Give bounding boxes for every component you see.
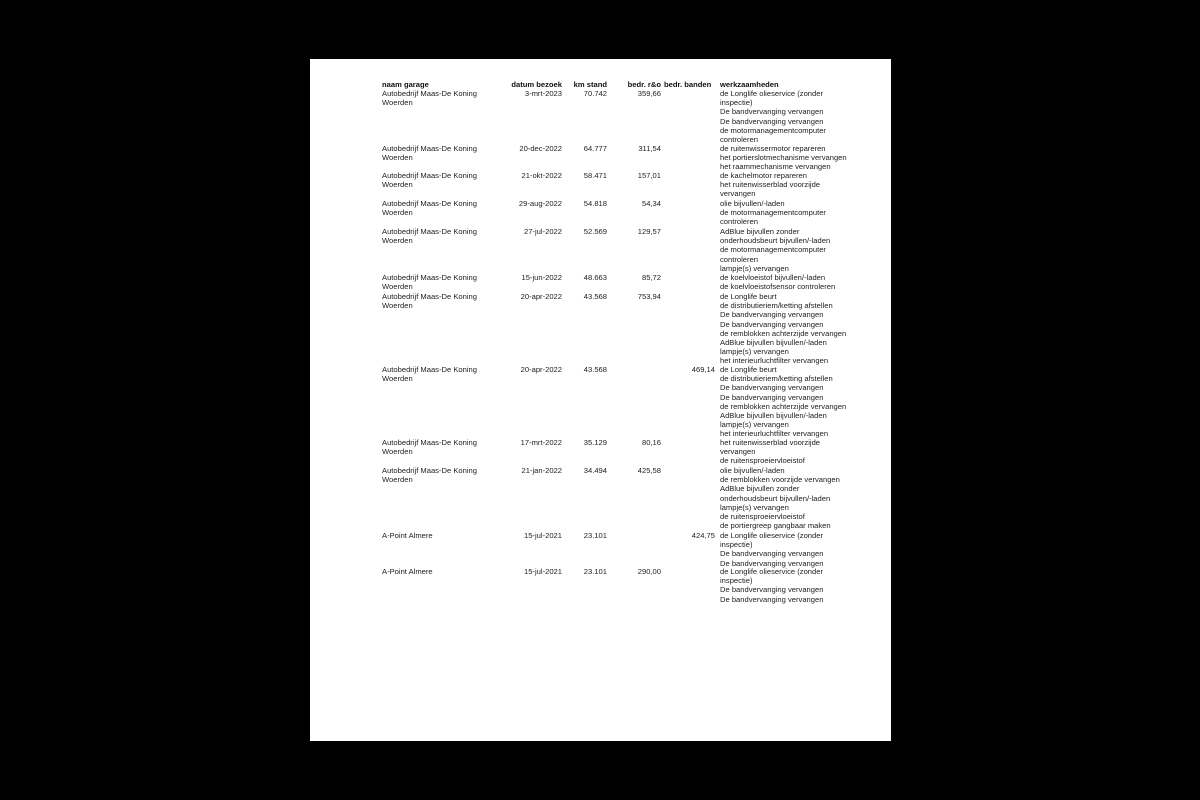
amount-ro: 290,00: [637, 567, 661, 576]
km-reading: 48.663: [583, 273, 607, 282]
work-item: lampje(s) vervangen: [720, 420, 789, 430]
garage-line: Autobedrijf Maas-De Koning: [382, 199, 477, 208]
work-item: de remblokken achterzijde vervangen: [720, 401, 847, 411]
amount-ro: 129,57: [637, 227, 661, 236]
work-item: onderhoudsbeurt bijvullen/-laden: [720, 236, 831, 246]
header-werk: werkzaamheden: [720, 80, 779, 89]
km-reading: 54.818: [583, 199, 607, 208]
work-item: olie bijvullen/-laden: [720, 466, 785, 475]
work-item: de koelvloeistofsensor controleren: [720, 282, 836, 292]
work-item: De bandvervanging vervangen: [720, 594, 824, 604]
visit-date: 15-jun-2022: [521, 273, 562, 282]
garage-line: Autobedrijf Maas-De Koning: [382, 438, 477, 447]
work-item: de motormanagementcomputer: [720, 245, 826, 255]
garage-line: Autobedrijf Maas-De Koning: [382, 466, 477, 475]
work-item: De bandvervanging vervangen: [720, 310, 824, 320]
garage-line: Woerden: [382, 374, 413, 384]
visit-date: 17-mrt-2022: [520, 438, 562, 447]
km-reading: 70.742: [583, 89, 607, 98]
amount-ro: 157,01: [637, 171, 661, 180]
work-item: De bandvervanging vervangen: [720, 116, 824, 126]
garage-line: Woerden: [382, 153, 413, 163]
garage-name: [382, 438, 502, 456]
garage-line: Woerden: [382, 236, 413, 246]
work-list: [720, 144, 860, 172]
garage-name: [382, 199, 502, 217]
work-item: AdBlue bijvullen zonder: [720, 227, 800, 236]
work-item: De bandvervanging vervangen: [720, 383, 824, 393]
amount-ro: 425,58: [637, 466, 661, 475]
km-reading: 52.569: [583, 227, 607, 236]
km-reading: 35.129: [583, 438, 607, 447]
km-reading: 43.568: [583, 365, 607, 374]
garage-line: Autobedrijf Maas-De Koning: [382, 227, 477, 236]
km-reading: 64.777: [583, 144, 607, 153]
work-item: inspectie): [720, 98, 753, 108]
garage-name: [382, 89, 502, 107]
work-item: het interieurluchtfilter vervangen: [720, 429, 829, 439]
amount-ro: 359,66: [637, 89, 661, 98]
garage-name: [382, 144, 502, 162]
visit-date: 27-jul-2022: [524, 227, 562, 236]
work-item: de motormanagementcomputer: [720, 208, 826, 218]
work-item: de ruitensproeiervloeistof: [720, 512, 805, 522]
work-list: [720, 199, 860, 227]
visit-date: 20-apr-2022: [520, 292, 562, 301]
header-ro: bedr. r&o: [627, 80, 661, 89]
garage-line: A-Point Almere: [382, 531, 433, 540]
header-banden: bedr. banden: [664, 80, 712, 89]
garage-line: Autobedrijf Maas-De Koning: [382, 365, 477, 374]
work-item: lampje(s) vervangen: [720, 263, 789, 273]
work-item: de distributieriem/ketting afstellen: [720, 374, 833, 384]
garage-name: [382, 466, 502, 484]
work-item: de remblokken voorzijde vervangen: [720, 475, 840, 485]
km-reading: 34.494: [583, 466, 607, 475]
work-item: De bandvervanging vervangen: [720, 585, 824, 595]
work-item: inspectie): [720, 576, 753, 586]
garage-name: [382, 567, 502, 576]
garage-name: [382, 531, 502, 540]
amount-ro: 85,72: [641, 273, 661, 282]
garage-line: Woerden: [382, 475, 413, 485]
amount-ro: 80,16: [641, 438, 661, 447]
work-item: de koelvloeistof bijvullen/-laden: [720, 273, 826, 282]
header-garage: naam garage: [382, 80, 429, 89]
work-item: De bandvervanging vervangen: [720, 392, 824, 402]
garage-line: Woerden: [382, 180, 413, 190]
work-item: de ruitensproeiervloeistof: [720, 456, 805, 466]
garage-line: Woerden: [382, 98, 413, 108]
garage-name: [382, 292, 502, 310]
work-item: AdBlue bijvullen bijvullen/-laden: [720, 338, 827, 348]
amount-banden: 469,14: [691, 365, 715, 374]
work-item: controleren: [720, 254, 758, 264]
garage-line: Autobedrijf Maas-De Koning: [382, 273, 477, 282]
work-list: [720, 365, 860, 439]
visit-date: 21-jan-2022: [521, 466, 562, 475]
work-item: het raammechanisme vervangen: [720, 162, 831, 172]
amount-ro: 311,54: [638, 144, 661, 153]
work-item: de ruitenwissermotor repareren: [720, 144, 826, 153]
garage-line: Woerden: [382, 208, 413, 218]
work-item: de Longlife olieservice (zonder: [720, 531, 823, 540]
garage-name: [382, 171, 502, 189]
garage-name: [382, 365, 502, 383]
garage-line: A-Point Almere: [382, 567, 433, 576]
garage-line: Autobedrijf Maas-De Koning: [382, 292, 477, 301]
amount-ro: 753,94: [637, 292, 661, 301]
garage-name: [382, 273, 502, 291]
work-item: De bandvervanging vervangen: [720, 319, 824, 329]
garage-line: Autobedrijf Maas-De Koning: [382, 89, 477, 98]
work-list: [720, 273, 860, 291]
work-item: de Longlife olieservice (zonder: [720, 89, 823, 98]
garage-name: [382, 227, 502, 245]
work-item: de portiergreep gangbaar maken: [720, 521, 831, 531]
work-item: de Longlife beurt: [720, 292, 777, 301]
km-reading: 43.568: [583, 292, 607, 301]
visit-date: 15-jul-2021: [524, 567, 562, 576]
visit-date: 3-mrt-2023: [524, 89, 562, 98]
work-item: inspectie): [720, 540, 753, 550]
work-item: De bandvervanging vervangen: [720, 549, 824, 559]
amount-ro: 54,34: [641, 199, 661, 208]
work-item: olie bijvullen/-laden: [720, 199, 785, 208]
work-list: [720, 171, 860, 199]
visit-date: 20-dec-2022: [519, 144, 562, 153]
work-item: het portierslotmechanisme vervangen: [720, 153, 847, 163]
work-item: de kachelmotor repareren: [720, 171, 807, 180]
work-item: controleren: [720, 217, 758, 227]
garage-line: Woerden: [382, 447, 413, 457]
work-item: de distributieriem/ketting afstellen: [720, 301, 833, 311]
garage-line: Woerden: [382, 301, 413, 311]
work-item: de Longlife beurt: [720, 365, 777, 374]
km-reading: 23.101: [583, 531, 607, 540]
km-reading: 58.471: [583, 171, 607, 180]
visit-date: 20-apr-2022: [520, 365, 562, 374]
header-km: km stand: [573, 80, 607, 89]
km-reading: 23.101: [583, 567, 607, 576]
garage-line: Autobedrijf Maas-De Koning: [382, 144, 477, 153]
work-item: onderhoudsbeurt bijvullen/-laden: [720, 493, 831, 503]
work-item: AdBlue bijvullen bijvullen/-laden: [720, 411, 827, 421]
work-item: vervangen: [720, 189, 756, 199]
work-item: De bandvervanging vervangen: [720, 107, 824, 117]
garage-line: Autobedrijf Maas-De Koning: [382, 171, 477, 180]
work-item: AdBlue bijvullen zonder: [720, 484, 800, 494]
work-list: [720, 227, 860, 273]
work-item: controleren: [720, 135, 758, 145]
work-item: het ruitenwisserblad voorzijde: [720, 438, 821, 447]
work-item: De bandvervanging vervangen: [720, 558, 824, 568]
work-item: lampje(s) vervangen: [720, 502, 789, 512]
visit-date: 15-jul-2021: [524, 531, 562, 540]
visit-date: 29-aug-2022: [518, 199, 562, 208]
work-list: [720, 567, 860, 604]
work-item: het ruitenwisserblad voorzijde: [720, 180, 821, 190]
work-list: [720, 466, 860, 530]
garage-line: Woerden: [382, 282, 413, 292]
work-list: [720, 438, 860, 466]
work-item: de Longlife olieservice (zonder: [720, 567, 823, 576]
work-list: [720, 292, 860, 366]
header-date: datum bezoek: [511, 80, 562, 89]
work-item: vervangen: [720, 447, 756, 457]
work-item: de remblokken achterzijde vervangen: [720, 328, 847, 338]
work-item: het interieurluchtfilter vervangen: [720, 356, 829, 366]
amount-banden: 424,75: [691, 531, 715, 540]
work-list: [720, 89, 860, 144]
visit-date: 21-okt-2022: [521, 171, 562, 180]
work-item: lampje(s) vervangen: [720, 347, 789, 357]
work-item: de motormanagementcomputer: [720, 125, 826, 135]
work-list: [720, 531, 860, 568]
